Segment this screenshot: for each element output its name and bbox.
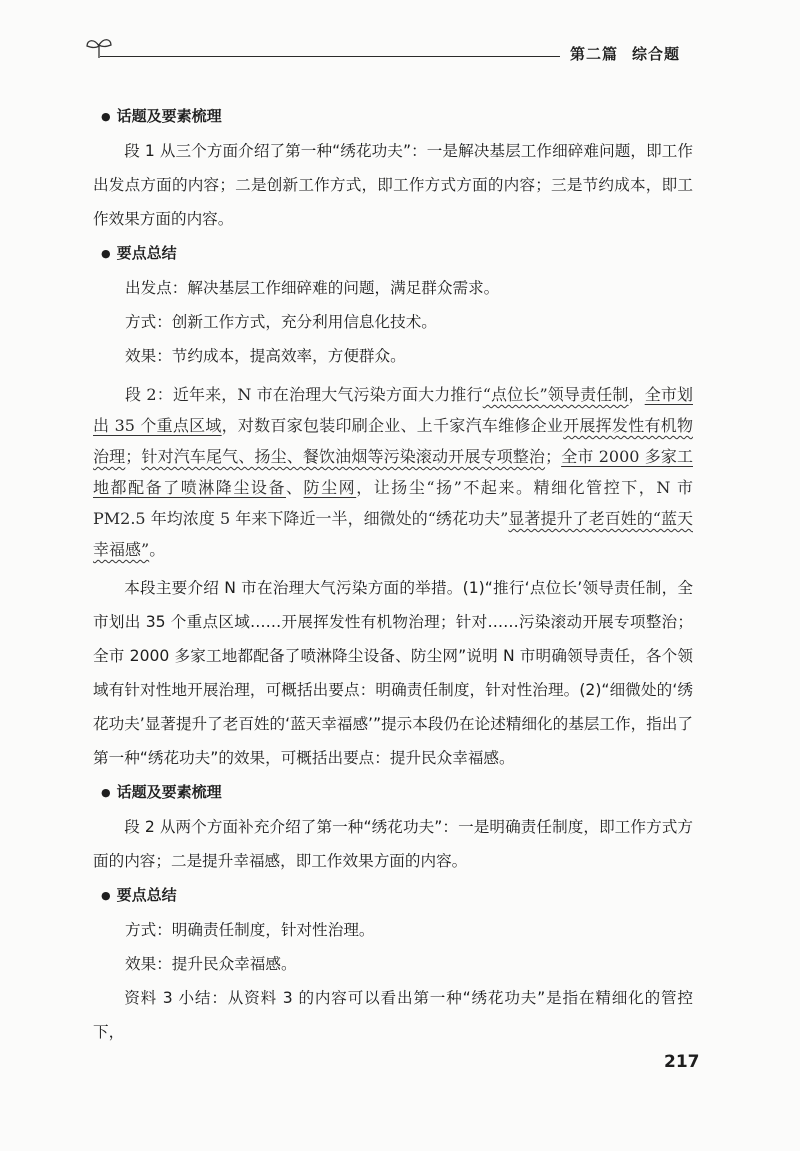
section-heading — [101, 236, 693, 271]
bullet-icon: ● — [101, 110, 111, 123]
section-heading — [101, 878, 693, 913]
source-text: ； — [125, 447, 142, 466]
heading-text: 要点总结 — [116, 244, 177, 262]
underlined-phrase: “点位长”领导责任制 — [482, 385, 629, 404]
underlined-phrase: 全市划出 35 个重点区域 — [93, 385, 693, 435]
header-section: 综合题 — [632, 45, 681, 63]
page-number: 217 — [664, 1052, 700, 1072]
section-heading — [101, 775, 693, 810]
running-header — [570, 43, 680, 64]
page-body — [93, 99, 693, 1049]
heading-text: 话题及要素梳理 — [116, 783, 222, 801]
key-point: 效果：提升民众幸福感。 — [125, 955, 297, 973]
source-text: 段 2：近年来，N 市在治理大气污染方面大力推行 — [125, 385, 483, 404]
heading-text: 要点总结 — [116, 886, 177, 904]
source-text: ； — [545, 447, 562, 466]
summary-paragraph: 资料 3 小结：从资料 3 的内容可以看出第一种“绣花功夫”是指在精细化的管控下， — [93, 989, 693, 1041]
analysis-paragraph: 段 2 从两个方面补充介绍了第一种“绣花功夫”：一是明确责任制度，即工作方式方面的内容；二是提升幸福感，即工作效果方面的内容。 — [93, 818, 693, 870]
underlined-phrase: 全市 2000 多家工地都配备了喷淋降尘设备 — [93, 447, 693, 497]
source-material-paragraph — [93, 379, 693, 565]
analysis-paragraph: 段 1 从三个方面介绍了第一种“绣花功夫”：一是解决基层工作细碎难问题，即工作出发点方面的内容；二是创新工作方式，即工作方式方面的内容；三是节约成本，即工作效果方面的内容。 — [93, 142, 693, 228]
bullet-icon: ● — [101, 247, 111, 260]
header-part: 第二篇 — [570, 45, 619, 63]
key-point: 出发点：解决基层工作细碎难的问题，满足群众需求。 — [125, 279, 500, 297]
analysis-paragraph: 本段主要介绍 N 市在治理大气污染方面的举措。(1)“推行‘点位长’领导责任制，全市划出 35 个重点区域……开展挥发性有机物治理；针对……污染滚动开展专项整治；全市 2000 多家工地都配备了喷淋降尘设备、防尘网”说明 N 市明确领导责任，各个领域有针对性地开展治理，可概括出要点：明确责任制度，针对性治理。(2)“细微处的‘绣花功夫’显著提升了老百姓的‘蓝天幸福感’”提示本段仍在论述精细化的基层工作，指出了第一种“绣花功夫”的效果，可概括出要点：提升民众幸福感。 — [93, 579, 693, 767]
source-text: ，对数百家包装印刷企业、上千家汽车维修企业 — [221, 416, 564, 435]
heading-text: 话题及要素梳理 — [116, 107, 222, 125]
key-point: 方式：明确责任制度，针对性治理。 — [125, 921, 375, 939]
header-rule — [100, 56, 560, 57]
source-text: 、 — [286, 478, 304, 497]
underlined-phrase: 显著提升了老百姓的“蓝天幸福感” — [93, 509, 693, 559]
source-text: ，让扬尘“扬”不起来。精细化管控下，N 市 PM2.5 年均浓度 5 年来下降近一半，细微处的“绣花功夫” — [93, 478, 693, 528]
key-point: 方式：创新工作方式，充分利用信息化技术。 — [125, 313, 437, 331]
source-text: 。 — [149, 540, 166, 559]
underlined-phrase: 开展挥发性有机物治理 — [93, 416, 693, 466]
key-point: 效果：节约成本，提高效率，方便群众。 — [125, 347, 406, 365]
underlined-phrase: 针对汽车尾气、扬尘、餐饮油烟等污染滚动开展专项整治 — [141, 447, 546, 466]
underlined-phrase: 防尘网 — [303, 478, 357, 497]
source-text: ， — [628, 385, 645, 404]
bullet-icon: ● — [101, 889, 111, 902]
bullet-icon: ● — [101, 786, 111, 799]
section-heading — [101, 99, 693, 134]
